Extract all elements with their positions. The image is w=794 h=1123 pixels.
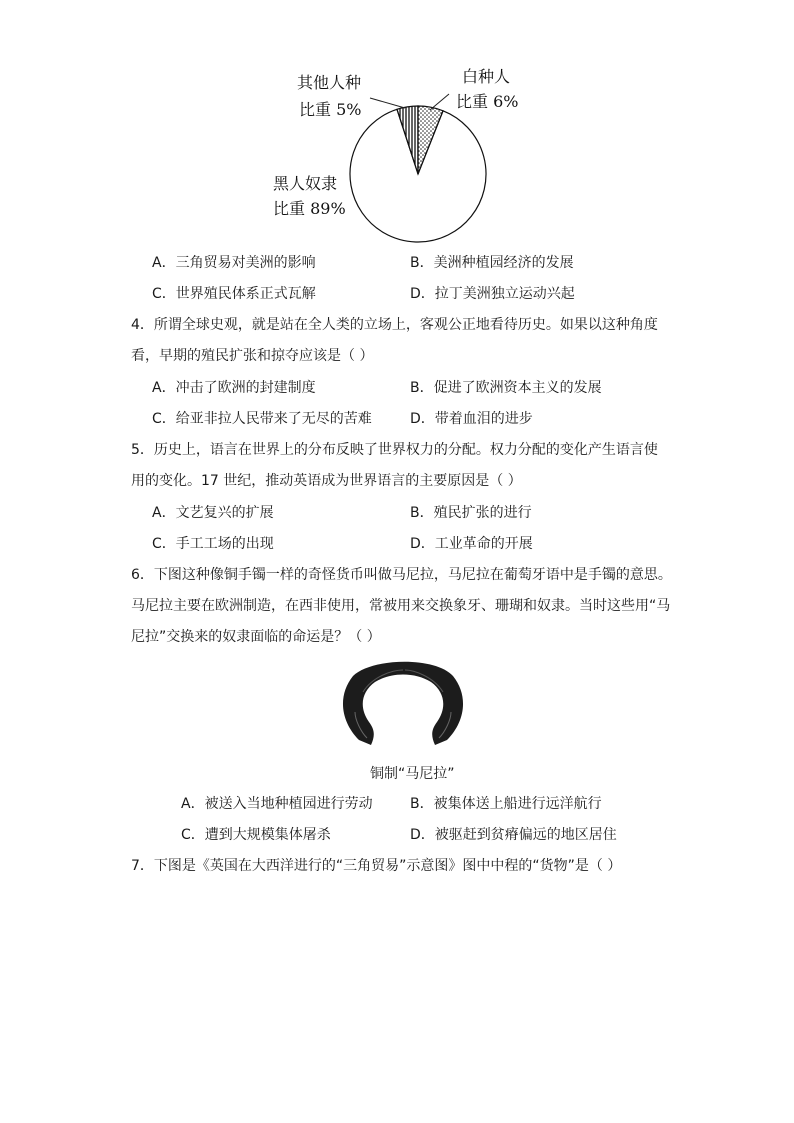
white-label-line1: 白种人 xyxy=(462,67,511,86)
other-label-line2: 比重 5% xyxy=(299,100,362,119)
q6-stem-line3: 尼拉”交换来的奴隶面临的命运是？（ ） xyxy=(131,629,381,645)
q4-option-c[interactable]: C．给亚非拉人民带来了无尽的苦难 xyxy=(152,411,372,427)
q6-stem-line1: 6．下图这种像铜手镯一样的奇怪货币叫做马尼拉，马尼拉在葡萄牙语中是手镯的意思。 xyxy=(131,567,672,583)
q7-stem-line1: 7．下图是《英国在大西洋进行的“三角贸易”示意图》图中中程的“货物”是（ ） xyxy=(131,858,622,874)
q5-stem-line2: 用的变化。17 世纪，推动英语成为世界语言的主要原因是（ ） xyxy=(131,473,522,489)
pie-chart xyxy=(0,0,794,260)
q3-option-c[interactable]: C．世界殖民体系正式瓦解 xyxy=(152,286,316,302)
q4-stem-line1: 4．所谓全球史观，就是站在全人类的立场上，客观公正地看待历史。如果以这种角度 xyxy=(131,317,658,333)
other-label-line1: 其他人种 xyxy=(297,73,362,92)
white-label-line2: 比重 6% xyxy=(456,92,519,111)
q5-option-d[interactable]: D．工业革命的开展 xyxy=(410,536,533,552)
q4-option-a[interactable]: A．冲击了欧洲的封建制度 xyxy=(152,380,316,396)
q3-option-d[interactable]: D．拉丁美洲独立运动兴起 xyxy=(410,286,575,302)
q4-option-b[interactable]: B．促进了欧洲资本主义的发展 xyxy=(410,380,602,396)
manilla-caption: 铜制“马尼拉” xyxy=(370,766,455,782)
black-label-line1: 黑人奴隶 xyxy=(273,174,338,193)
q6-option-d[interactable]: D．被驱赶到贫瘠偏远的地区居住 xyxy=(410,827,617,843)
q5-option-a[interactable]: A．文艺复兴的扩展 xyxy=(152,505,274,521)
q6-option-c[interactable]: C．遭到大规模集体屠杀 xyxy=(181,827,331,843)
manilla-bracelet-image xyxy=(333,652,473,752)
q5-stem-line1: 5．历史上，语言在世界上的分布反映了世界权力的分配。权力分配的变化产生语言使 xyxy=(131,442,658,458)
q4-stem-line2: 看，早期的殖民扩张和掠夺应该是（ ） xyxy=(131,348,374,364)
q5-option-c[interactable]: C．手工工场的出现 xyxy=(152,536,274,552)
white-label-leader xyxy=(430,94,449,110)
q6-option-a[interactable]: A．被送入当地种植园进行劳动 xyxy=(181,796,373,812)
black-label-line2: 比重 89% xyxy=(273,199,346,218)
q6-option-b[interactable]: B．被集体送上船进行远洋航行 xyxy=(410,796,602,812)
q4-option-d[interactable]: D．带着血泪的进步 xyxy=(410,411,533,427)
q5-option-b[interactable]: B．殖民扩张的进行 xyxy=(410,505,532,521)
q3-option-a[interactable]: A．三角贸易对美洲的影响 xyxy=(152,255,316,271)
other-label-leader xyxy=(370,98,405,108)
q6-stem-line2: 马尼拉主要在欧洲制造，在西非使用，常被用来交换象牙、珊瑚和奴隶。当时这些用“马 xyxy=(131,598,671,614)
q3-option-b[interactable]: B．美洲种植园经济的发展 xyxy=(410,255,574,271)
